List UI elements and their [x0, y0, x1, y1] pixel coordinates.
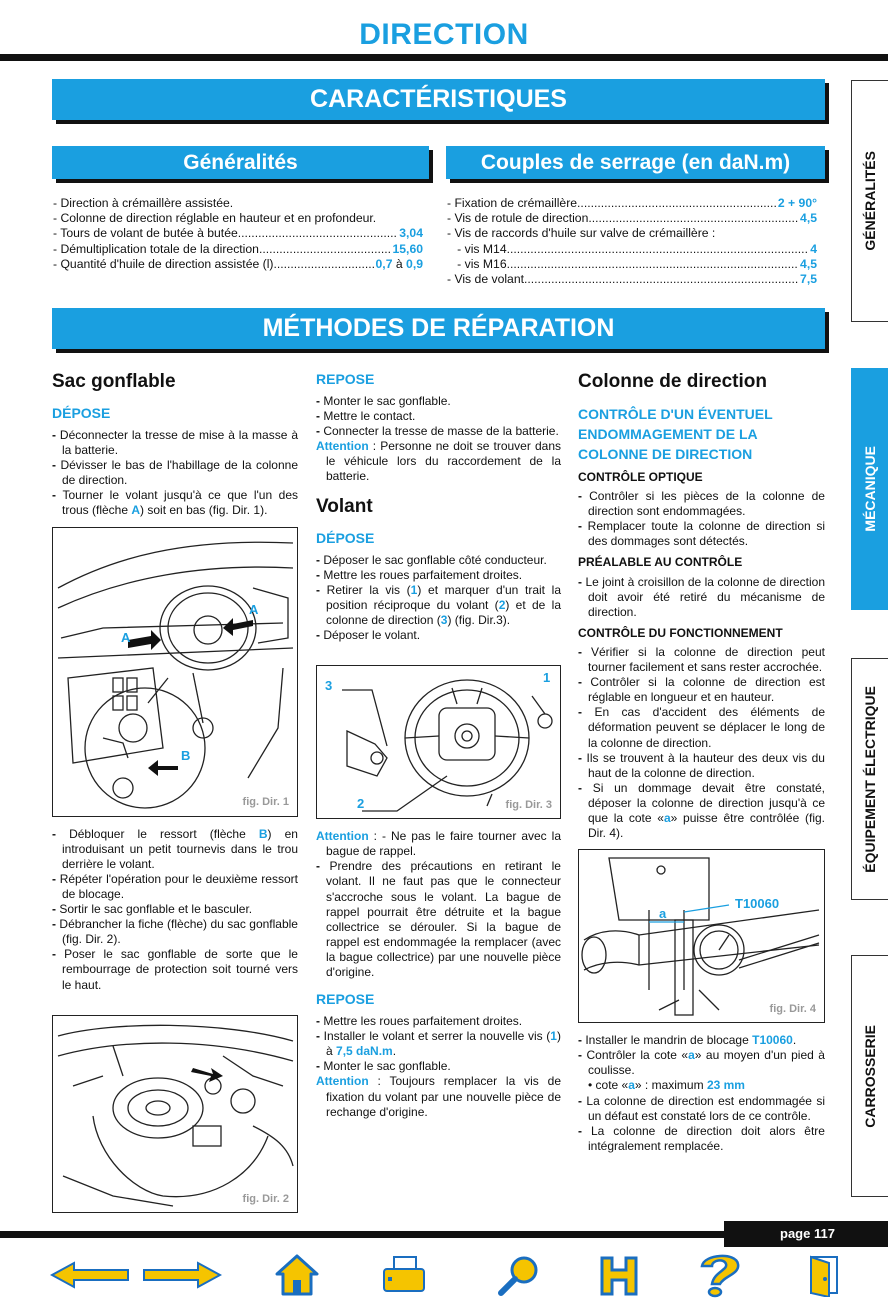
figure-caption: fig. Dir. 3 [505, 799, 552, 812]
figure-caption: fig. Dir. 1 [242, 796, 289, 809]
spec-label: - Colonne de direction réglable en hauteur et en profondeur. [53, 211, 377, 226]
list-item: - Le joint à croisillon de la colonne de direction doit avoir été retiré du mécanisme de direction. [578, 575, 825, 620]
list-item: - Ils se trouvent à la hauteur des deux vis du haut de la colonne de direction. [578, 751, 825, 781]
list-item: - Vérifier si la colonne de direction peut tourner facilement et sans rester accrochée. [578, 645, 825, 675]
sidetab-carrosserie[interactable]: CARROSSERIE [851, 955, 888, 1197]
spec-value: 4,5 [800, 211, 817, 226]
heading-repose: REPOSE [316, 371, 375, 387]
couples-list [447, 196, 817, 287]
list-item: - Installer le volant et serrer la nouvelle vis (1) à 7,5 daN.m. [316, 1029, 561, 1059]
list-bullet: • cote «a» : maximum 23 mm [588, 1078, 745, 1093]
heading-depose: DÉPOSE [52, 405, 111, 421]
spec-row [447, 272, 817, 287]
list-item: - Monter le sac gonflable. [316, 394, 561, 409]
col2-att2-items [316, 859, 561, 980]
callout-a: a [659, 906, 667, 922]
spec-row [447, 257, 817, 272]
heading-repose: REPOSE [316, 991, 375, 1008]
spec-value: 4 [810, 241, 817, 256]
list-item: - Remplacer toute la colonne de direction si des dommages sont détectés. [578, 519, 825, 549]
home-icon[interactable] [272, 1252, 322, 1298]
spec-row [447, 242, 817, 257]
heading-volant: Volant [316, 495, 373, 517]
dot-leader [507, 257, 798, 272]
page-title: DIRECTION [359, 18, 529, 51]
figure-dir-1 [52, 527, 298, 817]
dot-leader [259, 242, 391, 257]
spec-row [53, 211, 423, 226]
spec-row [447, 211, 817, 226]
list-item: - Débloquer le ressort (flèche B) en introduisant un petit tournevis dans le trou derrière le volant. [52, 827, 298, 872]
list-item: - Déconnecter la tresse de mise à la masse à la batterie. [52, 428, 298, 458]
heading-fonctionnement: CONTRÔLE DU FONCTIONNEMENT [578, 625, 783, 640]
list-item: - Contrôler la cote «a» au moyen d'un pied à coulisse. [578, 1048, 825, 1078]
spec-value: 0,7 [375, 256, 393, 271]
spec-label: - Fixation de crémaillère [447, 196, 578, 210]
col1-items1 [52, 428, 298, 488]
list-item: - Poser le sac gonflable de sorte que le rembourrage de protection soit tourné vers le haut. [52, 947, 298, 992]
heading-depose: DÉPOSE [316, 529, 375, 546]
dot-leader [507, 242, 809, 257]
list-item: - Déposer le volant. [316, 628, 561, 643]
list-item: - Déposer le sac gonflable côté conducteur. [316, 553, 561, 568]
spec-row [53, 196, 423, 211]
figure-dir-3 [316, 665, 561, 819]
spec-value: 4,5 [800, 256, 817, 271]
section-banner-generalites: Généralités [52, 146, 429, 179]
col1-items2 [52, 872, 298, 993]
callout-2: 2 [357, 796, 365, 812]
arrow-left-icon[interactable] [50, 1252, 130, 1298]
list-item: - Débrancher la fiche (flèche) du sac gonflable (fig. Dir. 2). [52, 917, 298, 947]
spec-row [447, 226, 817, 241]
spec-label: - vis M16 [447, 256, 507, 271]
col2-depose-items1 [316, 553, 561, 583]
callout-1: 1 [543, 670, 551, 686]
section-banner-couples: Couples de serrage (en daN.m) [446, 146, 825, 179]
figure-caption: fig. Dir. 4 [769, 1003, 816, 1016]
col2-repose2-items1 [316, 1014, 561, 1029]
print-icon[interactable] [380, 1252, 428, 1298]
col3-fonct-items [578, 645, 825, 781]
column-volant [316, 370, 561, 1120]
sidetab-mecanique[interactable]: MÉCANIQUE [851, 368, 888, 610]
list-item: - Retirer la vis (1) et marquer d'un trait la position réciproque du volant (2) et de la colonne de direction (3) (fig. Dir.3). [316, 583, 561, 628]
steering-column-gauge-illustration [579, 850, 825, 1023]
spec-row [53, 257, 423, 272]
spec-connector: à [392, 256, 407, 271]
spec-value: 2 + 90° [777, 196, 817, 210]
sidetab-equipement-electrique[interactable]: ÉQUIPEMENT ÉLECTRIQUE [851, 658, 888, 900]
list-item: - Monter le sac gonflable. [316, 1059, 561, 1074]
index-icon[interactable] [594, 1252, 644, 1298]
list-item: - Tourner le volant jusqu'à ce que l'un des trous (flèche A) soit en bas (fig. Dir. 1). [52, 488, 298, 518]
figure-dir-2 [52, 1015, 298, 1213]
dot-leader [577, 196, 776, 211]
spec-value: 15,60 [392, 241, 423, 256]
list-item: - En cas d'accident des éléments de déformation peuvent se déplacer le long de la colonne de direction. [578, 705, 825, 750]
col2-depose-items2 [316, 628, 561, 643]
steering-wheel-illustration [317, 666, 561, 819]
list-item: - Connecter la tresse de masse de la batterie. [316, 424, 561, 439]
col2-repose2-items2 [316, 1059, 561, 1074]
spec-label: - Quantité d'huile de direction assistée (l) [53, 256, 274, 271]
figure-caption: fig. Dir. 2 [242, 1192, 289, 1205]
spec-label: - Démultiplication totale de la direction [53, 241, 259, 256]
spec-row [53, 226, 423, 241]
dashboard-illustration [53, 528, 298, 817]
dot-leader [273, 257, 373, 272]
list-item: - Mettre les roues parfaitement droites. [316, 568, 561, 583]
heading-prealable: PRÉALABLE AU CONTRÔLE [578, 555, 743, 570]
list-item: - Prendre des précautions en retirant le volant. Il ne faut pas que le connecteur s'accroche sous le volant. La bague de rappel pourrait être détruite et la bague collectrice se dérouler. Si la bague de rappel est endommagée la remplacer (avec la bague collectrice) par une nouvelle pièce d'origine. [316, 859, 561, 980]
exit-icon[interactable] [806, 1252, 842, 1298]
search-icon[interactable] [494, 1252, 544, 1298]
spec-row [53, 242, 423, 257]
column-colonne-direction [578, 370, 825, 1154]
dot-leader [588, 211, 798, 226]
section-banner-caracteristiques: CARACTÉRISTIQUES [52, 79, 825, 120]
section-banner-methodes: MÉTHODES DE RÉPARATION [52, 308, 825, 349]
list-item: - Sortir le sac gonflable et le basculer. [52, 902, 298, 917]
list-item: - Si un dommage devait être constaté, déposer la colonne de direction jusqu'à ce que la cote «a» puisse être contrôlée (fig. Dir. 4). [578, 781, 825, 841]
callout-a-right: A [249, 601, 259, 617]
spec-label: - Vis de rotule de direction [447, 211, 589, 226]
heading-controle-endommagement: CONTRÔLE D'UN ÉVENTUEL ENDOMMAGEMENT DE LA COLONNE DE DIRECTION [578, 406, 773, 462]
spec-label: - Direction à crémaillère assistée. [53, 196, 234, 210]
callout-3: 3 [325, 678, 333, 694]
list-item: - La colonne de direction est endommagée si un défaut est constaté lors de ce contrôle. [578, 1094, 825, 1124]
heading-colonne-direction: Colonne de direction [578, 371, 767, 392]
generalites-list [53, 196, 423, 272]
list-item: - Installer le mandrin de blocage T10060. [578, 1033, 825, 1048]
attention-note: Attention : Personne ne doit se trouver dans le véhicule lors du raccordement de la batterie. [316, 439, 561, 484]
list-item: - Répéter l'opération pour le deuxième ressort de blocage. [52, 872, 298, 902]
top-divider [0, 54, 888, 61]
list-item: - Contrôler si les pièces de la colonne de direction sont endommagées. [578, 489, 825, 519]
list-item: - Mettre le contact. [316, 409, 561, 424]
list-item: - La colonne de direction doit alors être intégralement remplacée. [578, 1124, 825, 1154]
list-item: - Dévisser le bas de l'habillage de la colonne de direction. [52, 458, 298, 488]
spec-label: - Vis de volant [447, 272, 525, 287]
dot-leader [238, 226, 398, 241]
spec-value: 0,9 [406, 256, 423, 271]
attention-note: Attention : Toujours remplacer la vis de fixation du volant par une nouvelle pièce de rechange d'origine. [316, 1074, 561, 1119]
col3-prealable-items [578, 575, 825, 620]
figure-dir-4 [578, 849, 825, 1023]
attention-note: Attention : - Ne pas le faire tourner avec la bague de rappel. [316, 829, 561, 859]
sidetab-generalites[interactable]: GÉNÉRALITÉS [851, 80, 888, 322]
arrow-right-icon[interactable] [142, 1252, 222, 1298]
page-number: page 117 [724, 1221, 888, 1247]
help-icon[interactable] [690, 1252, 750, 1298]
callout-b: B [181, 747, 191, 763]
spec-value: 7,5 [800, 272, 817, 287]
airbag-connector-illustration [53, 1016, 298, 1213]
callout-tool: T10060 [735, 896, 780, 912]
list-item: - Contrôler si la colonne de direction est réglable en longueur et en hauteur. [578, 675, 825, 705]
spec-value: 3,04 [399, 226, 423, 241]
col3-optique-items [578, 489, 825, 549]
list-item: - Mettre les roues parfaitement droites. [316, 1014, 561, 1029]
col3-final-items [578, 1094, 825, 1154]
callout-a-left: A [121, 629, 131, 645]
column-sac-gonflable [52, 370, 298, 1223]
spec-label: - vis M14 [447, 241, 507, 256]
dot-leader [524, 272, 798, 287]
col2-repose1-items [316, 394, 561, 439]
spec-label: - Tours de volant de butée à butée [53, 226, 238, 241]
heading-sac-gonflable: Sac gonflable [52, 371, 176, 392]
heading-controle-optique: CONTRÔLE OPTIQUE [578, 470, 703, 484]
spec-label: - Vis de raccords d'huile sur valve de crémaillère : [447, 226, 716, 241]
spec-row [447, 196, 817, 211]
